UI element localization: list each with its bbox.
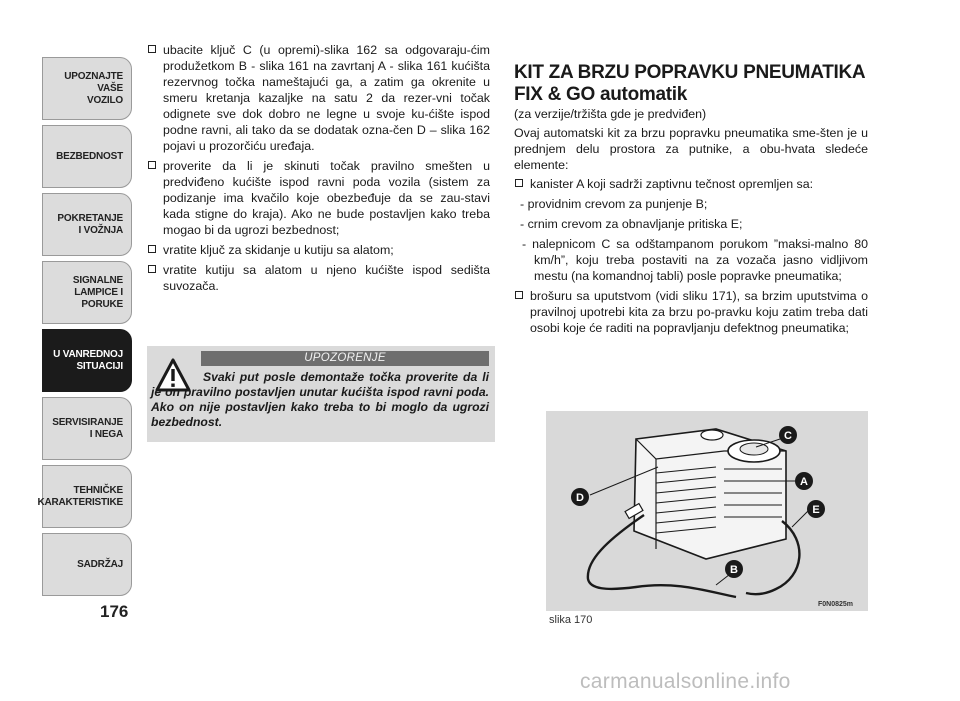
tab-signalne[interactable]: SIGNALNE LAMPICE I PORUKE [42, 261, 132, 324]
list-subitem: - providnim crevom za punjenje B; [520, 197, 708, 211]
checkbox-bullet-icon [148, 161, 156, 169]
callout-b-label: B [730, 564, 738, 576]
section-subheading: (za verzije/tržišta gde je predviđen) [514, 107, 707, 121]
callout-d-label: D [576, 492, 584, 504]
list-item: vratite ključ za skidanje u kutiju sa alatom; [147, 242, 490, 258]
tab-sadrzaj[interactable]: SADRŽAJ [42, 533, 132, 596]
tab-tehnicke[interactable]: TEHNIČKE KARAKTERISTIKE [42, 465, 132, 528]
callout-c-label: C [784, 430, 792, 442]
list-subitem: - nalepnicom C sa odštampanom porukom ”maksi-malno 80 km/h”, koju treba postaviti na za vozača jasno vidljivom mestu (na komandnoj tabli) posle popravke pneumatika; [522, 237, 868, 283]
middle-column [147, 42, 490, 298]
callout-a-label: A [800, 476, 808, 488]
warning-title: UPOZORENJE [201, 351, 489, 366]
warning-text: Svaki put posle demontaže točka proverite da li je on pravilno postavljen unutar kućišta ispod ravni poda. Ako on nije postavljen kako treba to bi moglo da ugrozi bezbednost. [151, 370, 489, 429]
checkbox-bullet-icon [148, 245, 156, 253]
tab-bezbednost[interactable]: BEZBEDNOST [42, 125, 132, 188]
checkbox-bullet-icon [515, 291, 523, 299]
watermark: carmanualsonline.info [580, 670, 791, 693]
figure-code: F0N0825m [818, 601, 854, 608]
list-item: proverite da li je skinuti točak pravilno smešten u predviđeno kućište ispod ravni poda vozila (sistem za podizanje ima kvačilo koje obezbeđuje da se zau-stavi kada stigne do kraja). Ako ne bude postavljen kako treba mogao bi da ugrozi bezbednost; [147, 158, 490, 238]
checkbox-bullet-icon [148, 45, 156, 53]
section-heading: KIT ZA BRZU POPRAVKU PNEUMATIKA FIX & GO automatik [514, 62, 865, 105]
callout-e-label: E [812, 504, 820, 516]
figure-caption: slika 170 [549, 614, 593, 626]
tab-upoznajte[interactable]: UPOZNAJTE VAŠE VOZILO [42, 57, 132, 120]
page-number: 176 [100, 602, 129, 621]
list-item: vratite kutiju sa alatom u njeno kućište ispod sedišta suvozača. [147, 262, 490, 294]
repair-kit-illustration [546, 411, 868, 611]
tab-servisiranje[interactable]: SERVISIRANJE I NEGA [42, 397, 132, 460]
kit-list [514, 176, 868, 340]
list-item: ubacite ključ C (u opremi)-slika 162 sa odgovaraju-ćim produžetkom B - slika 161 na zavrtanj A - slika 161 kućišta rezervnog točka nameštajući ga, a zatim ga okrenite u smeru kretanja kazaljke na satu 2 da rezer-vni točak odignete sve dok dobro ne legne u svoje ku-ćište ispod podne ravni, ali tako da se dodatak ozna-čen D – slika 162 pojavi u prozorčiću uređaja. [147, 42, 490, 154]
intro-paragraph: Ovaj automatski kit za brzu popravku pneumatika sme-šten je u prednjem delu prostora za putnike, a obu-hvata sledeće elemente: [514, 126, 868, 172]
tab-pokretanje[interactable]: POKRETANJE I VOŽNJA [42, 193, 132, 256]
list-subitem: - crnim crevom za obnavljanje pritiska E; [520, 217, 743, 231]
figure-repair-kit [546, 411, 868, 611]
checkbox-bullet-icon [148, 265, 156, 273]
list-item: brošuru sa uputstvom (vidi sliku 171), sa brzim uputstvima o pravilnoj upotrebi kita za brzu po-pravku koju zatim treba dati osobi koje će raditi na popravljanju defektnog pneumatika; [514, 288, 868, 336]
tab-u-vanrednoj[interactable]: U VANREDNOJ SITUACIJI [42, 329, 132, 392]
checkbox-bullet-icon [515, 179, 523, 187]
list-item: kanister A koji sadrži zaptivnu tečnost opremljen sa: [514, 176, 868, 192]
warning-box [147, 346, 495, 442]
